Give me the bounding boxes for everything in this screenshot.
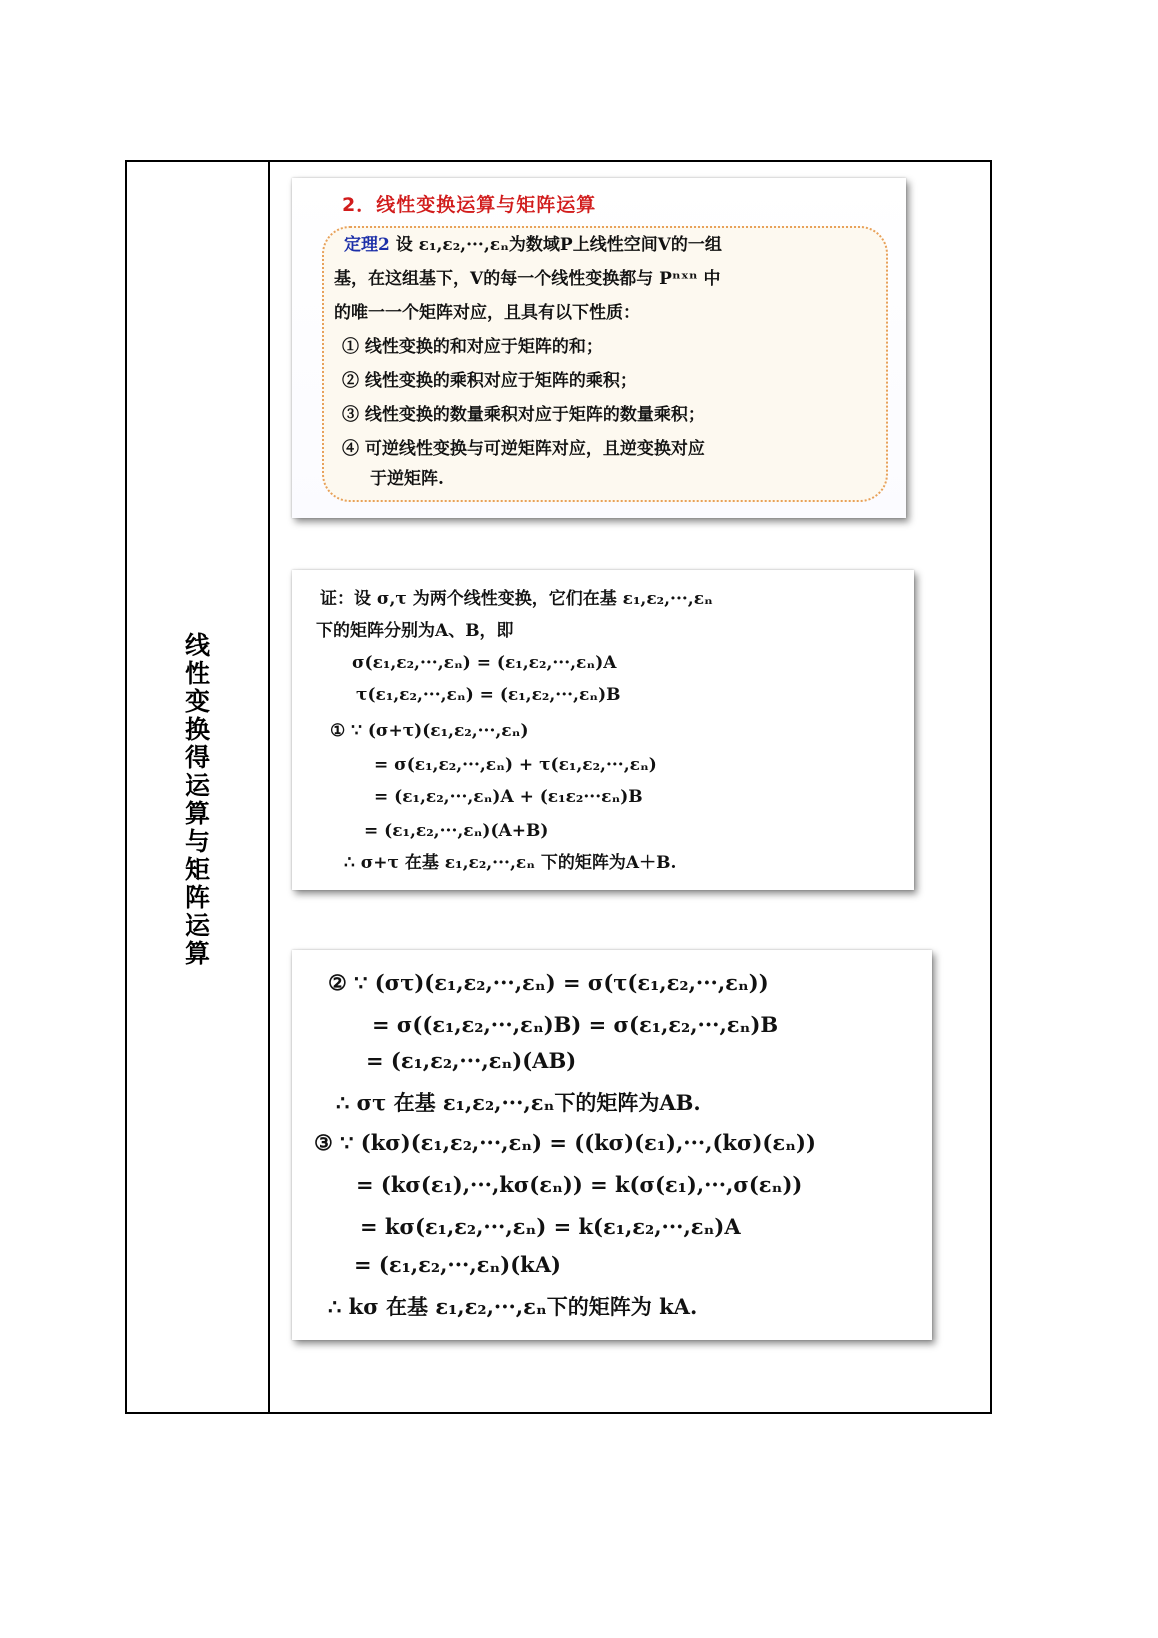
equation-line: = (ε₁,ε₂,···,εₙ)(A+B) [364,821,549,841]
theorem-line [344,234,722,256]
property-item: ① 线性变换的和对应于矩阵的和； [342,337,603,357]
equation-line: ① ∵ (σ+τ)(ε₁,ε₂,···,εₙ) [330,721,529,741]
proof-line: 证：设 σ,τ 为两个线性变换，它们在基 ε₁,ε₂,···,εₙ [320,589,713,609]
conclusion-line: ∴ σ+τ 在基 ε₁,ε₂,···,εₙ 下的矩阵为A＋B. [344,853,677,873]
section-label-char: 得 [184,743,210,772]
conclusion-line: ∴ στ 在基 ε₁,ε₂,···,εₙ下的矩阵为AB. [336,1090,701,1115]
proof-slide-2 [292,950,932,1340]
property-item: 于逆矩阵. [370,469,444,489]
conclusion-line: ∴ kσ 在基 ε₁,ε₂,···,εₙ下的矩阵为 kA. [328,1294,698,1319]
equation-line: = (ε₁,ε₂,···,εₙ)(AB) [366,1048,577,1073]
slide-title: 2．线性变换运算与矩阵运算 [342,194,597,216]
proof-slide-1 [292,570,914,890]
property-item: ② 线性变换的乘积对应于矩阵的乘积； [342,371,637,391]
equation-line: ③ ∵ (kσ)(ε₁,ε₂,···,εₙ) = ((kσ)(ε₁),···,(kσ)(εₙ)) [314,1130,816,1155]
theorem-slide [292,178,906,518]
proof-line: 下的矩阵分别为A、B，即 [316,621,514,641]
section-label-char: 运 [184,911,210,940]
theorem-line: 的唯一一个矩阵对应，且具有以下性质： [334,303,640,323]
equation-line: ② ∵ (στ)(ε₁,ε₂,···,εₙ) = σ(τ(ε₁,ε₂,···,εₙ)) [328,970,769,995]
column-divider [268,162,270,1412]
section-label [127,632,268,968]
section-label-char: 算 [184,939,210,968]
equation-line: = σ(ε₁,ε₂,···,εₙ) + τ(ε₁,ε₂,···,εₙ) [374,755,657,775]
section-label-char: 线 [184,631,210,660]
theorem-label: 定理2 [344,235,390,255]
section-label-char: 变 [184,687,210,716]
section-label-char: 算 [184,799,210,828]
equation-line: = σ((ε₁,ε₂,···,εₙ)B) = σ(ε₁,ε₂,···,εₙ)B [372,1012,779,1037]
equation-line: = (kσ(ε₁),···,kσ(εₙ)) = k(σ(ε₁),···,σ(εₙ)) [356,1172,803,1197]
section-label-char: 与 [184,827,210,856]
section-label-char: 阵 [184,883,210,912]
equation-line: = kσ(ε₁,ε₂,···,εₙ) = k(ε₁,ε₂,···,εₙ)A [360,1214,741,1239]
section-label-char: 运 [184,771,210,800]
property-item: ③ 线性变换的数量乘积对应于矩阵的数量乘积； [342,405,705,425]
equation-line: = (ε₁,ε₂,···,εₙ)(kA) [354,1252,561,1277]
equation-line: τ(ε₁,ε₂,···,εₙ) = (ε₁,ε₂,···,εₙ)B [356,685,621,705]
section-label-char: 性 [184,659,210,688]
property-item: ④ 可逆线性变换与可逆矩阵对应，且逆变换对应 [342,439,705,459]
section-label-char: 换 [184,715,210,744]
section-label-char: 矩 [184,855,210,884]
theorem-line: 基，在这组基下，V的每一个线性变换都与 Pⁿˣⁿ 中 [334,269,721,289]
theorem-text: 设 ε₁,ε₂,···,εₙ为数域P上线性空间V的一组 [395,235,722,255]
equation-line: = (ε₁,ε₂,···,εₙ)A + (ε₁ε₂···εₙ)B [374,787,643,807]
equation-line: σ(ε₁,ε₂,···,εₙ) = (ε₁,ε₂,···,εₙ)A [352,653,617,673]
